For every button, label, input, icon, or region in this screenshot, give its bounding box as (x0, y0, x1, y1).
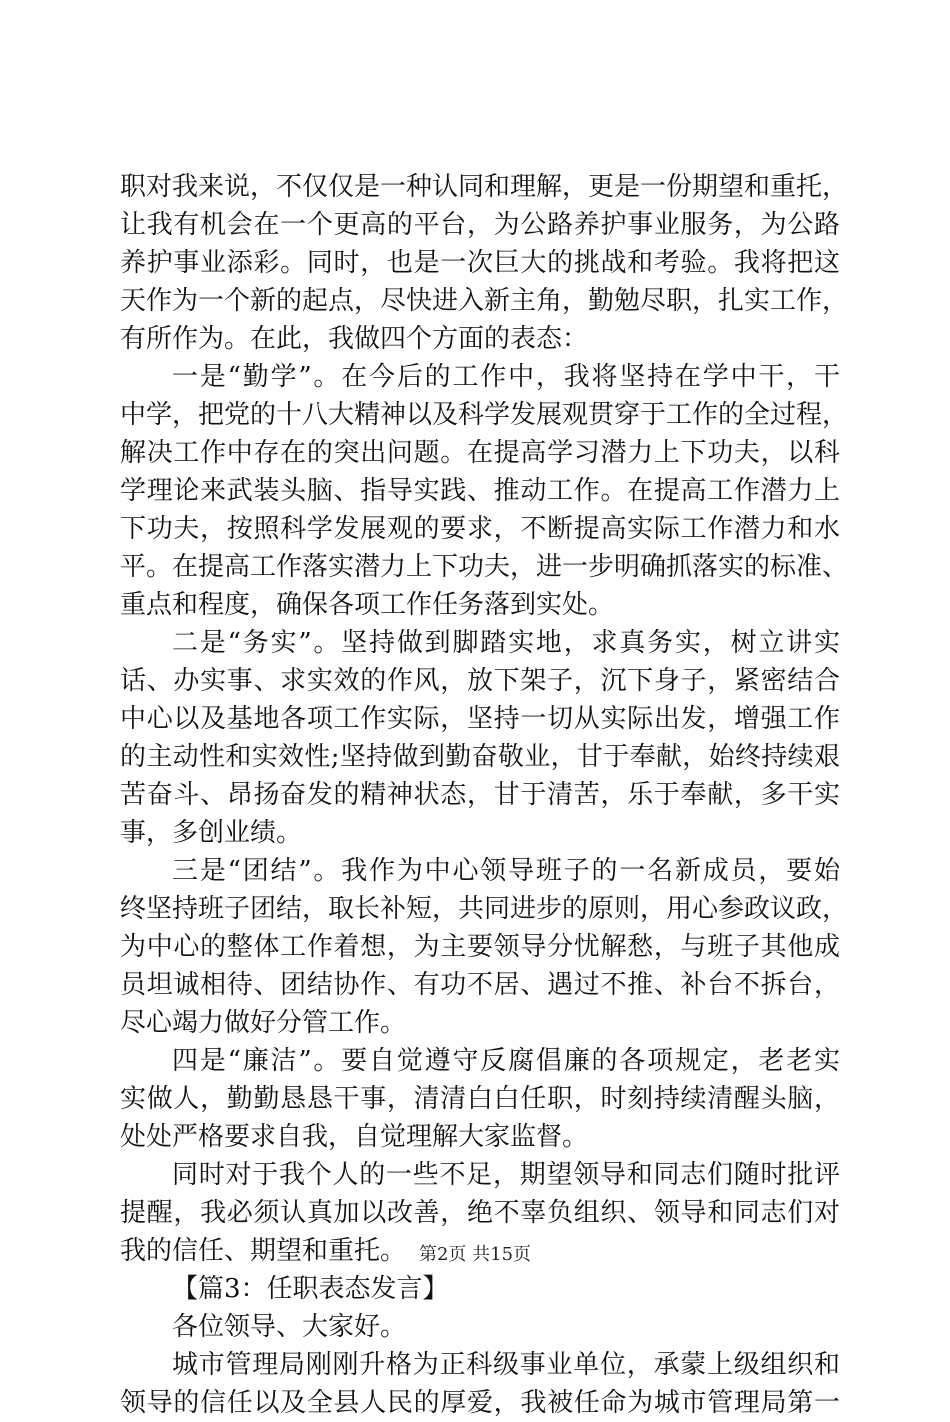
text-line: 尽心竭力做好分管工作。 (120, 1008, 407, 1038)
text-line: 为中心的整体工作着想，为主要领导分忧解愁，与班子其他成 (120, 932, 840, 962)
text-line: 平。在提高工作落实潜力上下功夫，进一步明确抓落实的标准、 (120, 552, 849, 582)
text-line: 事，多创业绩。 (120, 818, 303, 848)
text-line: 的主动性和实效性;坚持做到勤奋敬业，甘于奉献，始终持续艰 (120, 742, 840, 772)
text-line: 重点和程度，确保各项工作任务落到实处。 (120, 590, 615, 620)
paragraph-start-line: 二是“务实”。坚持做到脚踏实地，求真务实，树立讲实 (172, 628, 840, 658)
text-line: 终坚持班子团结，取长补短，共同进步的原则，用心参政议政， (120, 894, 849, 924)
paragraph-start-line: 四是“廉洁”。要自觉遵守反腐倡廉的各项规定，老老实 (172, 1046, 840, 1076)
text-line: 领导的信任以及全县人民的厚爱，我被任命为城市管理局第一 (120, 1388, 840, 1418)
text-line: 中心以及基地各项工作实际，坚持一切从实际出发，增强工作 (120, 704, 840, 734)
text-line: 实做人，勤勤恳恳干事，清清白白任职，时刻持续清醒头脑， (120, 1084, 840, 1114)
text-line: 养护事业添彩。同时，也是一次巨大的挑战和考验。我将把这 (120, 248, 840, 278)
section-heading: 【篇3：任职表态发言】 (172, 1274, 449, 1304)
text-line: 我的信任、期望和重托。 (120, 1236, 407, 1266)
text-line: 职对我来说，不仅仅是一种认同和理解，更是一份期望和重托， (120, 172, 849, 202)
paragraph-start-line: 一是“勤学”。在今后的工作中，我将坚持在学中干，干 (172, 362, 840, 392)
text-line: 话、办实事、求实效的作风，放下架子，沉下身子，紧密结合 (120, 666, 840, 696)
text-line: 学理论来武装头脑、指导实践、推动工作。在提高工作潜力上 (120, 476, 840, 506)
text-line: 解决工作中存在的突出问题。在提高学习潜力上下功夫，以科 (120, 438, 840, 468)
paragraph-start-line: 三是“团结”。我作为中心领导班子的一名新成员，要始 (172, 856, 840, 886)
text-line: 苦奋斗、昂扬奋发的精神状态，甘于清苦，乐于奉献，多干实 (120, 780, 840, 810)
text-line: 有所作为。在此，我做四个方面的表态： (120, 324, 589, 354)
text-line: 员坦诚相待、团结协作、有功不居、遇过不推、补台不拆台， (120, 970, 840, 1000)
text-line: 提醒，我必须认真加以改善，绝不辜负组织、领导和同志们对 (120, 1198, 840, 1228)
text-line: 让我有机会在一个更高的平台，为公路养护事业服务，为公路 (120, 210, 840, 240)
document-body (120, 168, 849, 1422)
text-line: 中学，把党的十八大精神以及科学发展观贯穿于工作的全过程， (120, 400, 849, 430)
paragraph-start-line: 同时对于我个人的一些不足，期望领导和同志们随时批评 (172, 1160, 840, 1190)
text-line: 下功夫，按照科学发展观的要求，不断提高实际工作潜力和水 (120, 514, 840, 544)
salutation-line: 各位领导、大家好。 (172, 1312, 407, 1342)
text-line: 处处严格要求自我，自觉理解大家监督。 (120, 1122, 589, 1152)
paragraph-start-line: 城市管理局刚刚升格为正科级事业单位，承蒙上级组织和 (172, 1350, 840, 1380)
text-line: 天作为一个新的起点，尽快进入新主角，勤勉尽职，扎实工作， (120, 286, 849, 316)
page-footer: 第2页 共15页 (418, 1244, 532, 1265)
